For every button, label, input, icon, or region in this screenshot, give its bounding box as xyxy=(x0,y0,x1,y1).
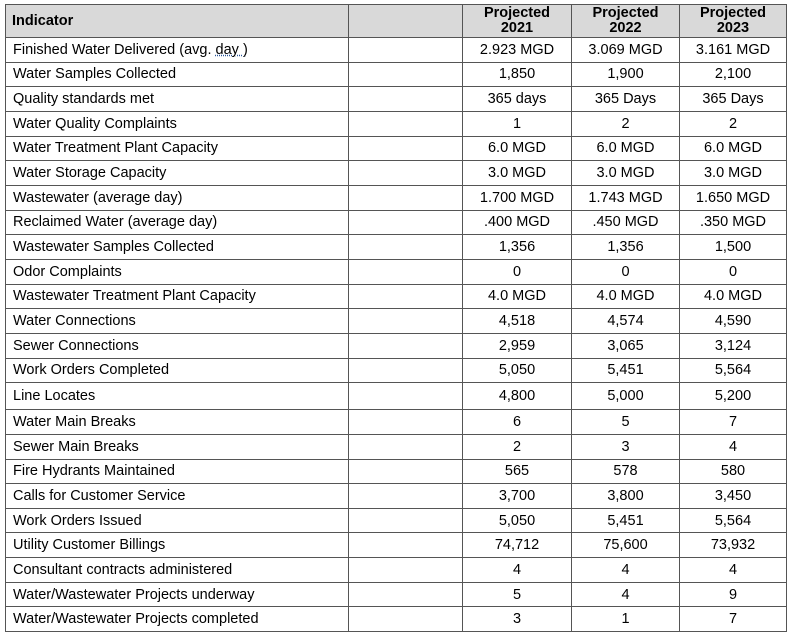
blank-cell xyxy=(349,309,463,334)
indicator-cell: Reclaimed Water (average day) xyxy=(6,210,349,235)
table-row xyxy=(6,161,787,186)
value-cell-2023: 7 xyxy=(680,410,787,435)
blank-cell xyxy=(349,38,463,63)
value-cell-2023: 5,200 xyxy=(680,383,787,410)
underlined-text: day ) xyxy=(215,41,248,58)
value-cell-2021: 365 days xyxy=(463,87,572,112)
indicator-cell: Water/Wastewater Projects underway xyxy=(6,582,349,607)
blank-cell xyxy=(349,136,463,161)
year-2022-header-line1: Projected xyxy=(592,5,659,21)
value-cell-2023: 580 xyxy=(680,459,787,484)
blank-cell xyxy=(349,358,463,383)
value-cell-2021: 5 xyxy=(463,582,572,607)
blank-cell xyxy=(349,434,463,459)
value-cell-2022: 3 xyxy=(572,434,680,459)
blank-cell xyxy=(349,607,463,632)
year-2021-header-line1: Projected xyxy=(483,5,551,21)
table-row xyxy=(6,38,787,63)
indicator-cell: Water Main Breaks xyxy=(6,410,349,435)
blank-cell xyxy=(349,161,463,186)
value-cell-2022: 365 Days xyxy=(572,87,680,112)
table-row xyxy=(6,210,787,235)
blank-cell xyxy=(349,87,463,112)
value-cell-2021: 2,959 xyxy=(463,333,572,358)
blank-cell xyxy=(349,235,463,260)
value-cell-2021: .400 MGD xyxy=(463,210,572,235)
year-2023-header-line1: Projected xyxy=(699,5,767,21)
value-cell-2023: 3.161 MGD xyxy=(680,38,787,63)
blank-cell xyxy=(349,210,463,235)
table-row xyxy=(6,309,787,334)
indicator-cell: Wastewater Treatment Plant Capacity xyxy=(6,284,349,309)
value-cell-2021: 1,356 xyxy=(463,235,572,260)
indicator-cell: Water Quality Complaints xyxy=(6,111,349,136)
table-row xyxy=(6,62,787,87)
value-cell-2022: 4.0 MGD xyxy=(572,284,680,309)
table-row xyxy=(6,185,787,210)
value-cell-2023: 4 xyxy=(680,558,787,583)
year-2021-header xyxy=(463,5,572,38)
value-cell-2021: 1,850 xyxy=(463,62,572,87)
header-row xyxy=(6,5,787,38)
table-row xyxy=(6,235,787,260)
blank-cell xyxy=(349,508,463,533)
value-cell-2022: 4 xyxy=(572,558,680,583)
blank-column-header xyxy=(349,5,463,38)
value-cell-2021: 4,518 xyxy=(463,309,572,334)
table-row xyxy=(6,607,787,632)
blank-cell xyxy=(349,383,463,410)
table-row xyxy=(6,434,787,459)
year-2022-header-line2: 2022 xyxy=(609,20,642,36)
value-cell-2021: 4 xyxy=(463,558,572,583)
year-2021-header-line2: 2021 xyxy=(500,20,534,36)
blank-cell xyxy=(349,484,463,509)
table-row xyxy=(6,410,787,435)
table-row xyxy=(6,582,787,607)
table-row xyxy=(6,383,787,410)
indicator-cell: Line Locates xyxy=(6,383,349,410)
value-cell-2022: 5,451 xyxy=(572,358,680,383)
year-2022-header xyxy=(572,5,680,38)
indicator-cell: Consultant contracts administered xyxy=(6,558,349,583)
indicator-column-header: Indicator xyxy=(6,5,349,38)
table-row xyxy=(6,284,787,309)
value-cell-2023: 6.0 MGD xyxy=(680,136,787,161)
value-cell-2022: 4 xyxy=(572,582,680,607)
value-cell-2023: 7 xyxy=(680,607,787,632)
value-cell-2023: 3,450 xyxy=(680,484,787,509)
blank-cell xyxy=(349,259,463,284)
value-cell-2022: .450 MGD xyxy=(572,210,680,235)
value-cell-2021: 3,700 xyxy=(463,484,572,509)
value-cell-2022: 75,600 xyxy=(572,533,680,558)
value-cell-2021: 565 xyxy=(463,459,572,484)
value-cell-2021: 4,800 xyxy=(463,383,572,410)
indicator-cell: Wastewater Samples Collected xyxy=(6,235,349,260)
blank-cell xyxy=(349,62,463,87)
table-row xyxy=(6,533,787,558)
value-cell-2023: 1,500 xyxy=(680,235,787,260)
blank-cell xyxy=(349,284,463,309)
indicator-cell: Odor Complaints xyxy=(6,259,349,284)
value-cell-2022: 6.0 MGD xyxy=(572,136,680,161)
value-cell-2022: 1,900 xyxy=(572,62,680,87)
value-cell-2023: 2,100 xyxy=(680,62,787,87)
table-row xyxy=(6,333,787,358)
blank-cell xyxy=(349,582,463,607)
value-cell-2021: 1 xyxy=(463,111,572,136)
indicator-cell: Sewer Main Breaks xyxy=(6,434,349,459)
value-cell-2023: 4 xyxy=(680,434,787,459)
value-cell-2023: 1.650 MGD xyxy=(680,185,787,210)
value-cell-2023: 4.0 MGD xyxy=(680,284,787,309)
table-row xyxy=(6,87,787,112)
table-row xyxy=(6,459,787,484)
value-cell-2022: 2 xyxy=(572,111,680,136)
value-cell-2022: 0 xyxy=(572,259,680,284)
value-cell-2023: .350 MGD xyxy=(680,210,787,235)
value-cell-2022: 4,574 xyxy=(572,309,680,334)
value-cell-2021: 4.0 MGD xyxy=(463,284,572,309)
value-cell-2021: 1.700 MGD xyxy=(463,185,572,210)
indicator-cell: Work Orders Completed xyxy=(6,358,349,383)
blank-cell xyxy=(349,533,463,558)
indicator-cell: Water Treatment Plant Capacity xyxy=(6,136,349,161)
value-cell-2023: 9 xyxy=(680,582,787,607)
indicator-cell: Finished Water Delivered (avg. day ) xyxy=(6,38,349,63)
indicator-cell: Calls for Customer Service xyxy=(6,484,349,509)
value-cell-2023: 365 Days xyxy=(680,87,787,112)
blank-cell xyxy=(349,410,463,435)
value-cell-2021: 3.0 MGD xyxy=(463,161,572,186)
table-row xyxy=(6,484,787,509)
value-cell-2021: 2.923 MGD xyxy=(463,38,572,63)
year-2023-header-line2: 2023 xyxy=(716,20,750,36)
value-cell-2023: 4,590 xyxy=(680,309,787,334)
value-cell-2022: 1 xyxy=(572,607,680,632)
value-cell-2021: 6 xyxy=(463,410,572,435)
year-2023-header xyxy=(680,5,787,38)
value-cell-2023: 0 xyxy=(680,259,787,284)
blank-cell xyxy=(349,111,463,136)
value-cell-2023: 5,564 xyxy=(680,358,787,383)
value-cell-2022: 1,356 xyxy=(572,235,680,260)
table-row xyxy=(6,111,787,136)
value-cell-2022: 5,451 xyxy=(572,508,680,533)
value-cell-2022: 3,800 xyxy=(572,484,680,509)
value-cell-2022: 3.0 MGD xyxy=(572,161,680,186)
table-row xyxy=(6,358,787,383)
value-cell-2022: 5 xyxy=(572,410,680,435)
value-cell-2023: 2 xyxy=(680,111,787,136)
value-cell-2022: 578 xyxy=(572,459,680,484)
value-cell-2021: 2 xyxy=(463,434,572,459)
value-cell-2022: 1.743 MGD xyxy=(572,185,680,210)
table-row xyxy=(6,136,787,161)
indicator-cell: Water Samples Collected xyxy=(6,62,349,87)
indicator-cell: Water Storage Capacity xyxy=(6,161,349,186)
blank-cell xyxy=(349,333,463,358)
value-cell-2021: 0 xyxy=(463,259,572,284)
value-cell-2021: 74,712 xyxy=(463,533,572,558)
table-row xyxy=(6,259,787,284)
table-row xyxy=(6,508,787,533)
indicator-cell: Work Orders Issued xyxy=(6,508,349,533)
blank-cell xyxy=(349,558,463,583)
indicator-cell: Water Connections xyxy=(6,309,349,334)
value-cell-2021: 5,050 xyxy=(463,358,572,383)
value-cell-2023: 3,124 xyxy=(680,333,787,358)
value-cell-2023: 3.0 MGD xyxy=(680,161,787,186)
indicator-cell: Quality standards met xyxy=(6,87,349,112)
value-cell-2022: 3,065 xyxy=(572,333,680,358)
blank-cell xyxy=(349,459,463,484)
indicator-cell: Sewer Connections xyxy=(6,333,349,358)
table-row xyxy=(6,558,787,583)
value-cell-2022: 3.069 MGD xyxy=(572,38,680,63)
value-cell-2021: 6.0 MGD xyxy=(463,136,572,161)
indicator-cell: Utility Customer Billings xyxy=(6,533,349,558)
blank-cell xyxy=(349,185,463,210)
table-body xyxy=(6,38,787,632)
value-cell-2023: 5,564 xyxy=(680,508,787,533)
indicator-cell: Wastewater (average day) xyxy=(6,185,349,210)
value-cell-2021: 5,050 xyxy=(463,508,572,533)
indicator-cell: Fire Hydrants Maintained xyxy=(6,459,349,484)
value-cell-2021: 3 xyxy=(463,607,572,632)
indicator-cell: Water/Wastewater Projects completed xyxy=(6,607,349,632)
indicators-table xyxy=(5,4,787,632)
value-cell-2023: 73,932 xyxy=(680,533,787,558)
value-cell-2022: 5,000 xyxy=(572,383,680,410)
